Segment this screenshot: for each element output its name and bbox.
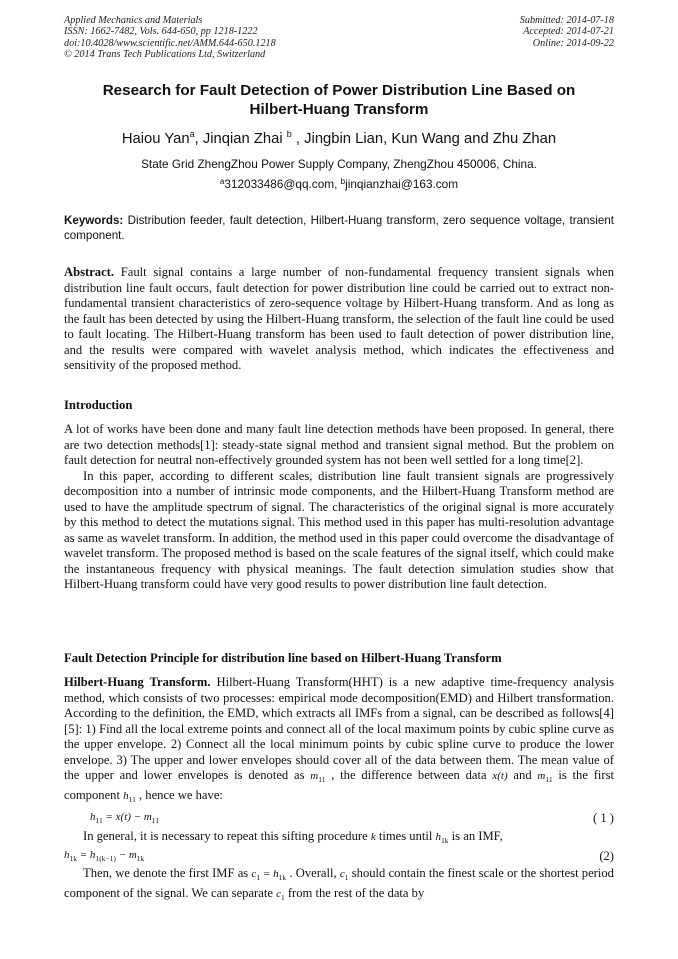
imf-paragraph [64,866,614,905]
eq1-rhs-sub: 11 [151,816,160,826]
author-1: Haiou Yan [121,131,190,147]
math-m11b-base: m [537,770,546,782]
sift-text-3: is an IMF, [448,829,503,843]
author-1-sup: a [189,129,195,139]
author-2-sup: b [286,129,292,139]
title-line-1: Research for Fault Detection of Power Distribution Line Based on [102,82,576,99]
intro-paragraph-2: In this paper, according to different scales, distribution line fault transient signals are progressively decomposition into a number of intrinsic mode components, and the Hilbert-Huang Transform method are used to have the amplitude spectrum of signal. The characteristics of the original signal is more accurately by this method to detect the mutations signal. This method used in this paper has multi-resolution advantage as same as wavelet transform. In addition, the method used in this paper could overcome the disadvantage of wavelet transform. The proposed method is based on the scale features of the signal itself, which could make the instantaneous frequency with physical meanings. The fault detection simulation studies show that Hilbert-Huang transform could have very good results to power distribution line fault detection. [64,468,614,591]
math-k: k [370,831,376,843]
abstract [64,265,614,374]
eq2-lhs-sub: 1k [69,854,77,864]
math-m11-sub: 11 [318,775,326,785]
math-c1b-base: c [339,868,345,880]
math-c1c-base: c [276,887,281,900]
sift-text-1: In general, it is necessary to repeat this sifting procedure [83,829,371,843]
math-m11 [310,770,326,785]
header-right [520,15,614,49]
hht-label: Hilbert-Huang Transform. [64,675,211,689]
math-h11-sub: 11 [128,794,136,804]
email-line [0,177,678,191]
math-h1k-sub: 1k [441,836,449,846]
hht-paragraph [64,675,614,807]
equation-2-math [64,849,144,863]
author-2: Jinqian Zhai [202,131,283,147]
email-a-sup: a [219,177,225,186]
imf-text-1: Then, we denote the first IMF as [83,866,252,880]
keywords-text: Distribution feeder, fault detection, Hilbert-Huang transform, zero sequence voltage, transient component. [64,214,614,242]
eq2-mid: = h [77,849,96,861]
math-m11b-sub: 11 [545,775,553,785]
math-c1b [339,868,349,883]
abstract-label: Abstract. [64,265,115,279]
copyright: © 2014 Trans Tech Publications Ltd, Switzerland [64,49,266,61]
math-h1k-base: h [435,831,442,843]
math-m11-base: m [310,770,319,782]
eq1-rhs: = x(t) − m [102,811,152,823]
equation-2-number: (2) [599,849,614,863]
imf-text-2: . Overall, [286,866,340,880]
email-b-sup: b [340,177,346,186]
eq1-lhs: h [90,811,96,823]
eq2-rhs: − m [115,849,137,861]
eq2-rhs-sub: 1k [136,854,145,864]
keywords-label: Keywords: [64,214,124,227]
introduction-body [64,422,614,593]
math-c1b-sub: 1 [344,873,349,883]
equation-1-number: ( 1 ) [593,811,614,825]
math-c1c [276,888,285,900]
paper-title [60,81,618,119]
online-date: Online: 2014-09-22 [532,37,614,49]
introduction-heading: Introduction [64,398,133,412]
math-h11-base: h [123,789,129,802]
sifting-paragraph [64,829,614,849]
hht-text-2: , the difference between data [325,768,493,782]
imf-text-3: should contain the finest scale or the shortest period component of the signal. We can separate [64,866,614,900]
issn: ISSN: 1662-7482, Vols. 644-650, pp 1218-1222 [64,26,258,38]
eq2-mid-sub: 1(k−1) [95,854,116,864]
math-c1c-sub: 1 [280,892,285,902]
math-c1-base: c [251,868,257,880]
abstract-text: Fault signal contains a large number of non-fundamental frequency transient signals when distribution line fault occurs, fault detection for power distribution line could be carried out to extract non-fundamental transient characteristics of zero-sequence voltage by Hilbert-Huang transform. And as long as the fault has been detected by using the Hilbert-Huang transform, the selection of the fault line could be used to fault locating. The Hilbert-Huang transform has been used to fault detection of power distribution line, and the results were compared with wavelet analysis method, which indicates the effectiveness and sensitivity of the proposed method. [64,265,614,372]
imf-text-4: from the rest of the data by [284,885,425,900]
author-separator: , [194,131,203,147]
header-left [64,15,276,61]
sift-text-2: times until [375,829,436,843]
equation-1-math [90,811,159,825]
math-h11 [123,790,136,802]
math-c1-eq-rhs: = h [260,868,279,880]
math-c1-eq-sub: 1k [278,873,287,883]
title-line-2: Hilbert-Huang Transform [249,101,429,118]
section-heading-fault-detection: Fault Detection Principle for distribution line based on Hilbert-Huang Transform [64,651,502,665]
affiliation: State Grid ZhengZhou Power Supply Company, ZhengZhou 450006, China. [141,157,537,171]
intro-paragraph-1: A lot of works have been done and many fault line detection methods have been proposed. In general, there are two detection methods[1]: steady-state signal method and transient signal method. But the problem on fault detection for neutral non-effectively grounded system has not been well settled for a long time[2]. [64,422,614,467]
doi: doi:10.4028/www.scientific.net/AMM.644-650.1218 [64,37,276,49]
email-a: 312033486@qq.com, [224,177,341,191]
hht-text-4: , hence we have: [135,787,223,802]
author-list [0,131,678,147]
journal-name: Applied Mechanics and Materials [64,15,203,26]
hht-text-3: is the first component [64,768,614,802]
math-h1k [435,831,449,846]
authors-rest: , Jingbin Lian, Kun Wang and Zhu Zhan [291,131,557,147]
accepted-date: Accepted: 2014-07-21 [523,26,614,38]
math-c1-eq [251,868,287,883]
keywords [64,213,614,243]
eq1-lhs-sub: 11 [95,816,103,826]
math-m11b [537,770,553,785]
eq2-lhs: h [64,849,70,861]
math-xt: x(t) [492,770,508,782]
hht-and: and [507,768,538,782]
submitted-date: Submitted: 2014-07-18 [519,15,614,26]
email-b: jinqianzhai@163.com [345,177,459,191]
math-c1-sub: 1 [256,873,261,883]
hht-text: Hilbert-Huang Transform(HHT) is a new adaptive time-frequency analysis method, which consists of two processes: empirical mode decomposition(EMD) and Hilbert transformation. According to the definition, the EMD, which extracts all IMFs from a signal, can be described as follows[4][5]: 1) Find all the local extreme points and connect all of the local maximum points by cubic spline curve as the upper envelope. 2) Connect all the local minimum points by cubic spline curve to produce the lower envelope. 3) The upper and lower envelopes should cover all of the data between them. The mean value of the upper and lower envelopes is denoted as [64,675,614,782]
